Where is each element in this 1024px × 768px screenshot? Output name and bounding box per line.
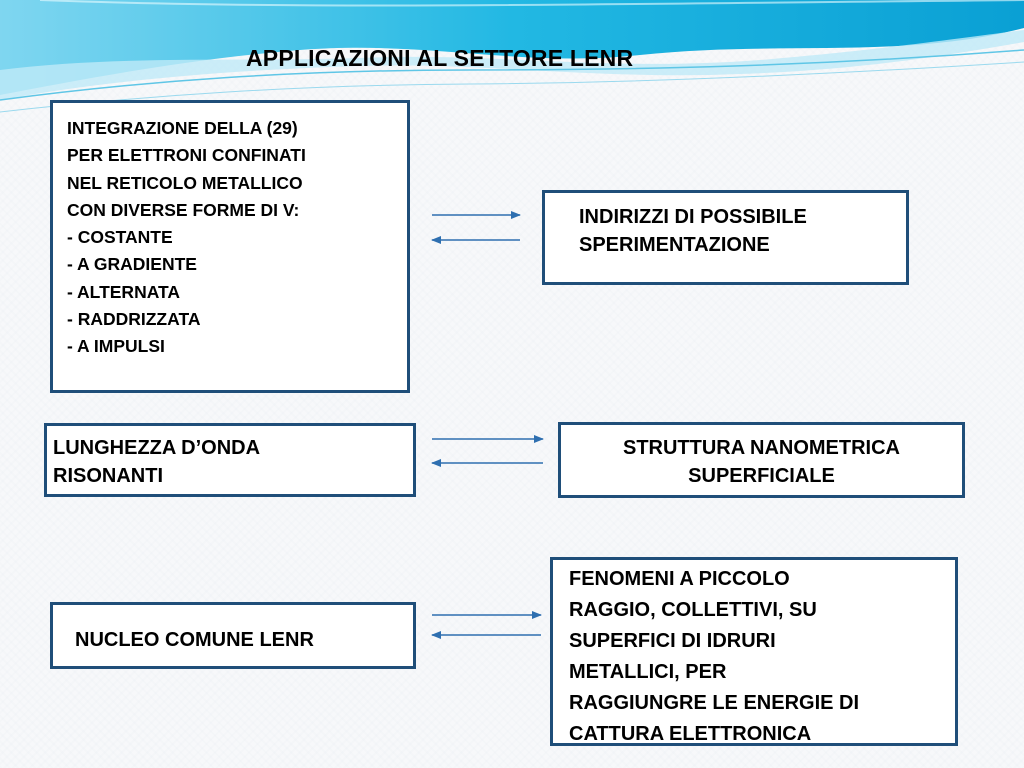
integrazione-line: PER ELETTRONI CONFINATI	[67, 145, 306, 166]
slide-title: APPLICAZIONI AL SETTORE LENR	[246, 45, 634, 71]
fenomeni-line: METALLICI, PER	[569, 661, 727, 683]
struttura-line: SUPERFICIALE	[688, 465, 835, 487]
indirizzi-line: INDIRIZZI DI POSSIBILE	[579, 206, 807, 228]
struttura-line: STRUTTURA NANOMETRICA	[622, 437, 900, 459]
integrazione-line: NEL RETICOLO METALLICO	[67, 172, 303, 193]
lunghezza-line: LUNGHEZZA D’ONDA	[53, 437, 261, 459]
fenomeni-line: RAGGIO, COLLETTIVI, SU	[569, 599, 817, 621]
integrazione-line: - A IMPULSI	[67, 336, 165, 357]
fenomeni-line: SUPERFICI DI IDRURI	[569, 630, 776, 652]
lunghezza-line: RISONANTI	[53, 465, 163, 487]
fenomeni-line: CATTURA ELETTRONICA	[569, 723, 812, 745]
integrazione-line: - RADDRIZZATA	[67, 309, 201, 330]
integrazione-line: CON DIVERSE FORME DI V:	[67, 199, 300, 220]
integrazione-line: - ALTERNATA	[67, 281, 181, 302]
integrazione-line: INTEGRAZIONE DELLA (29)	[67, 118, 298, 138]
nucleo-label: NUCLEO COMUNE LENR	[75, 629, 314, 651]
integrazione-line: - A GRADIENTE	[67, 254, 197, 275]
fenomeni-line: RAGGIUNGRE LE ENERGIE DI	[569, 692, 860, 714]
indirizzi-line: SPERIMENTAZIONE	[579, 234, 770, 256]
fenomeni-line: FENOMENI A PICCOLO	[569, 568, 790, 590]
integrazione-line: - COSTANTE	[67, 227, 173, 248]
